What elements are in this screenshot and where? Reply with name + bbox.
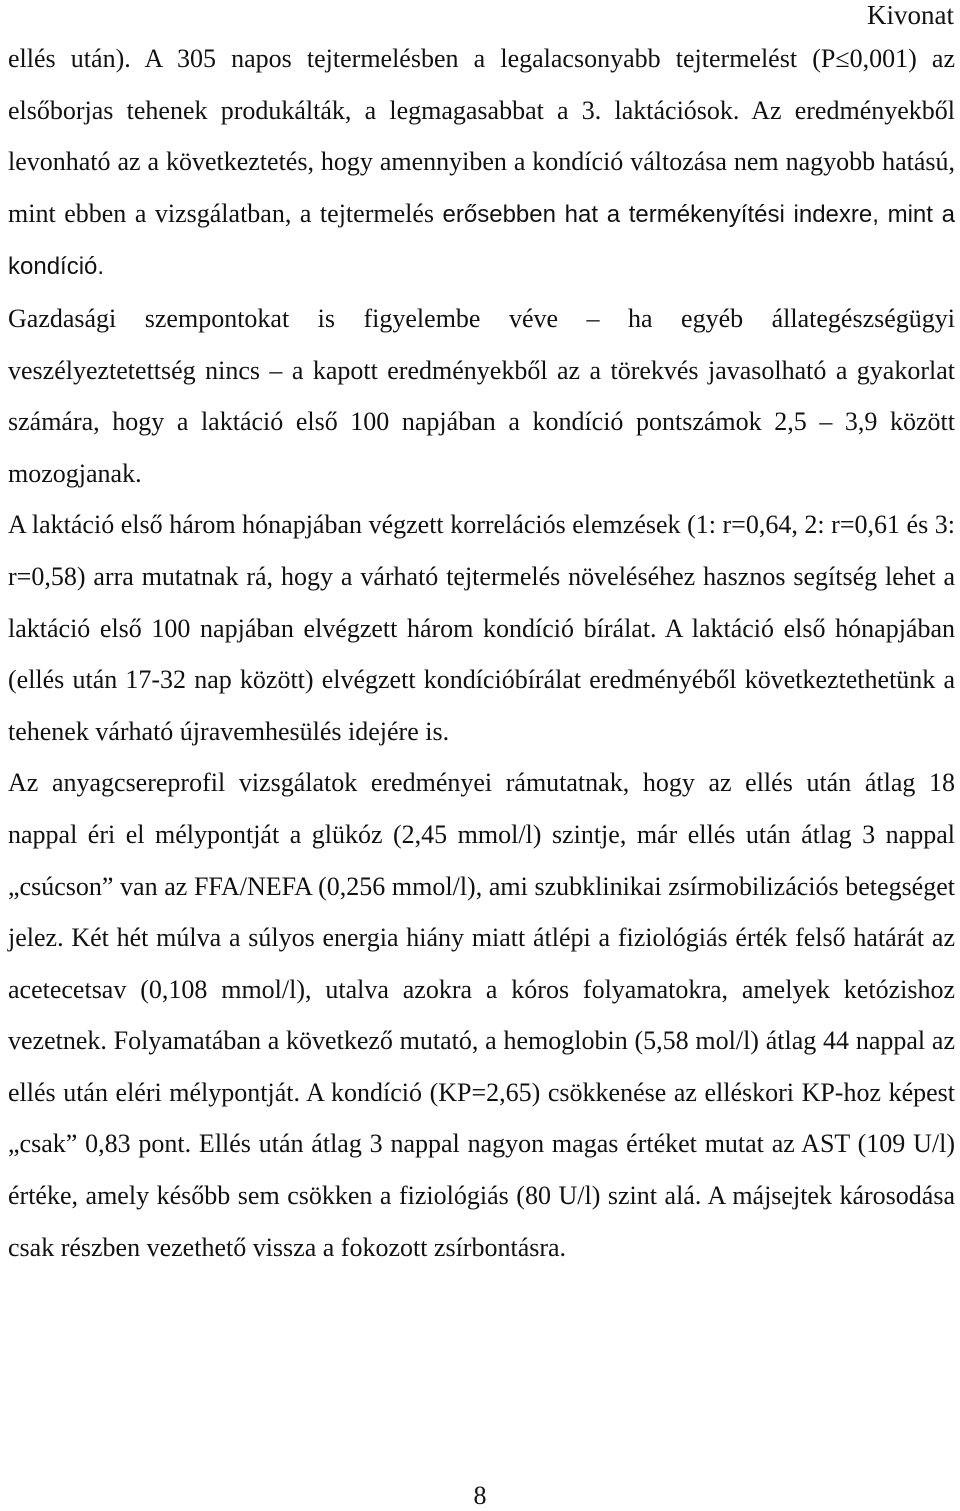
paragraph-text: ellés után). A 305 napos tejtermelésben a legalacsonyabb tejtermelést (P≤0,001) az elsőborjas tehenek produkálták, a legmagasabbat a 3. laktációsok. Az eredményekből levonható az a következtetés, hogy amennyiben a kondíció változása nem nagyobb hatású, mint ebben a vizsgálatban, a tejtermelés [8,44,955,228]
paragraph-results-milk-yield [8,33,955,293]
paragraph-economic-recommendation: Gazdasági szempontokat is figyelembe véve – ha egyéb állategészségügyi veszélyeztetettség nincs – a kapott eredményekből az a törekvés javasolható a gyakorlat számára, hogy a laktáció első 100 napjában a kondíció pontszámok 2,5 – 3,9 között mozogjanak. [8,303,955,488]
paragraph-correlation-analysis: A laktáció első három hónapjában végzett korrelációs elemzések (1: r=0,64, 2: r=0,61 és 3: r=0,58) arra mutatnak rá, hogy a várható tejtermelés növeléséhez hasznos segítség lehet a laktáció első 100 napjában elvégzett három kondíció bírálat. A laktáció első hónapjában (ellés után 17-32 nap között) elvégzett kondícióbírálat eredményéből következtethetünk a tehenek várható újravemhesülés idejére is. [8,510,955,746]
paragraph-metabolic-profile: Az anyagcsereprofil vizsgálatok eredményei rámutatnak, hogy az ellés után átlag 18 nappal éri el mélypontját a glükóz (2,45 mmol/l) szintje, már ellés után átlag 3 nappal „csúcson” van az FFA/NEFA (0,256 mmol/l), ami szubklinikai zsírmobilizációs betegséget jelez. Két hét múlva a súlyos energia hiány miatt átlépi a fiziológiás érték felső határát az acetecetsav (0,108 mmol/l), utalva azokra a kóros folyamatokra, amelyek ketózishoz vezetnek. Folyamatában a következő mutató, a hemoglobin (5,58 mol/l) átlag 44 nappal az ellés után eléri mélypontját. A kondíció (KP=2,65) csökkenése az elléskori KP-hoz képest „csak” 0,83 pont. Ellés után átlag 3 nappal nagyon magas értéket mutat az AST (109 U/l) értéke, amely később sem csökken a fiziológiás (80 U/l) szint alá. A májsejtek károsodása csak részben vezethető vissza a fokozott zsírbontásra. [8,768,955,1262]
page-number: 8 [473,1481,487,1510]
running-header: Kivonat [867,0,954,30]
document-body [8,33,955,1273]
paragraph-text-sans: erősebben hat a termékenyítési indexre, mint a kondíció. [8,200,955,281]
